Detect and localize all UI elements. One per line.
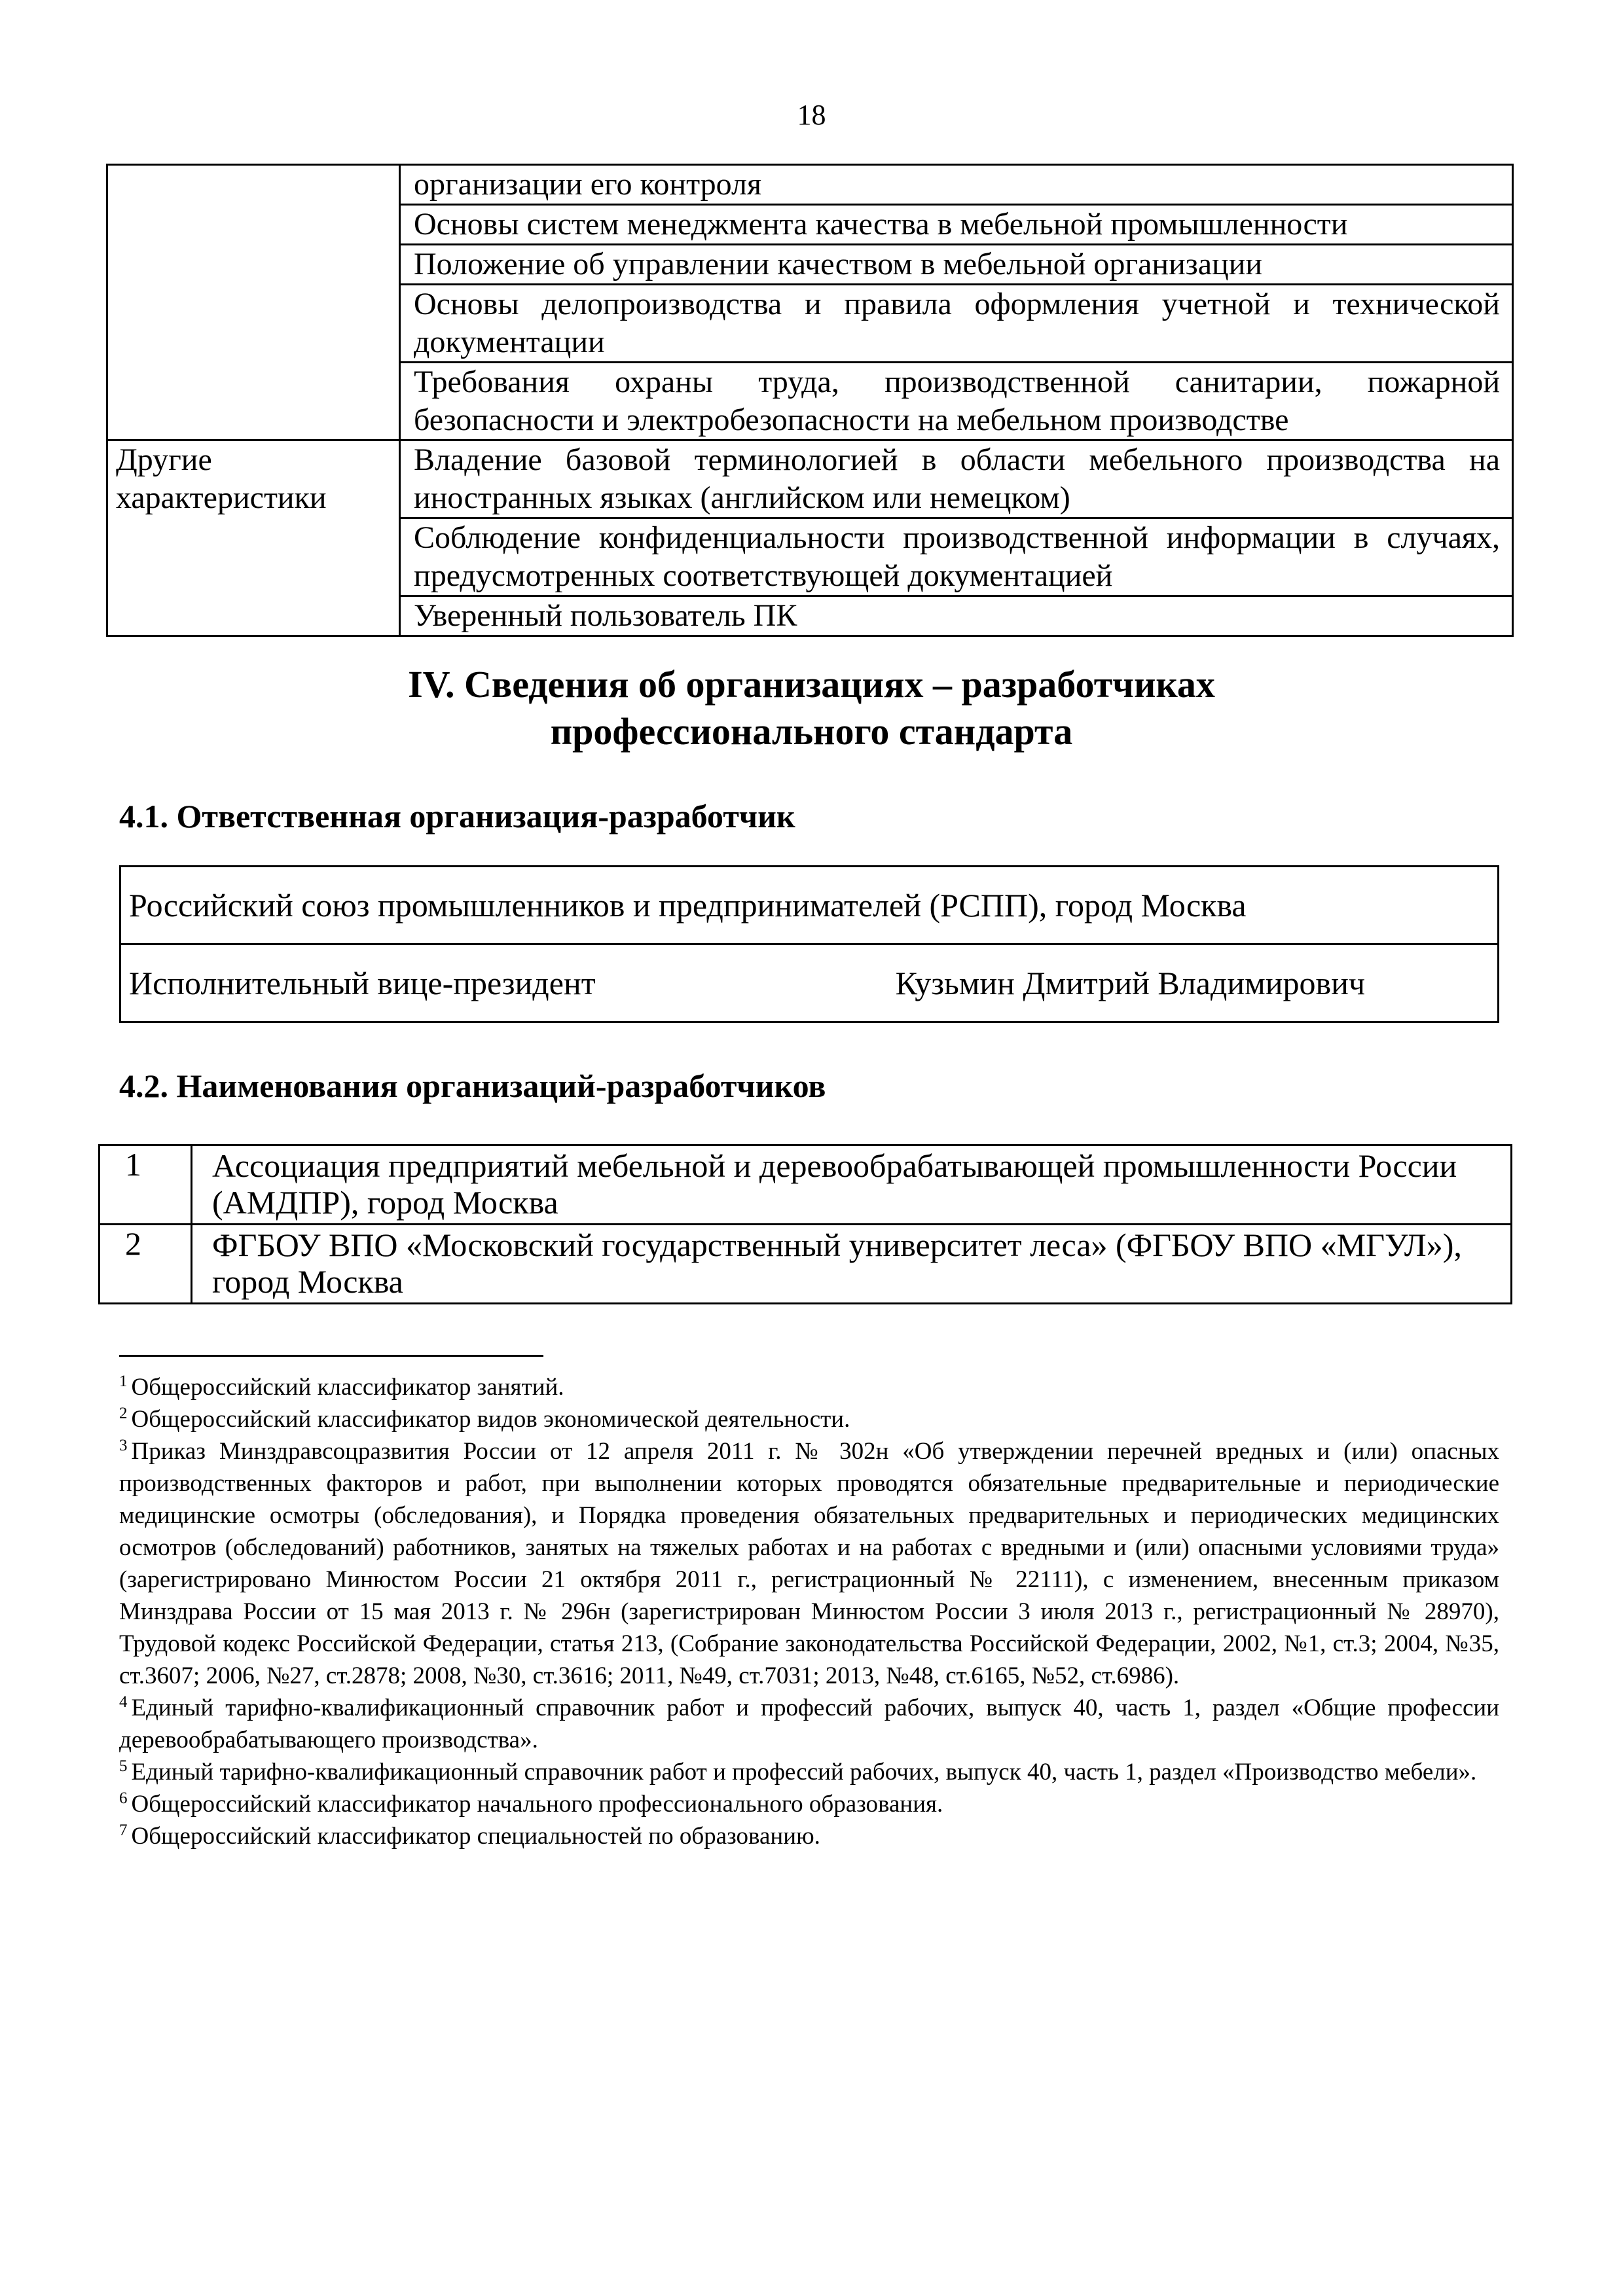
table-cell-value: Соблюдение конфиденциальности производственной информации в случаях, предусмотренных соответствующей документацией: [400, 518, 1513, 596]
table-cell-value: Уверенный пользователь ПК: [400, 596, 1513, 636]
footnote-text: Общероссийский классификатор видов экономической деятельности.: [131, 1406, 850, 1433]
footnote-mark: 5: [119, 1757, 128, 1775]
footnote-mark: 2: [119, 1405, 128, 1422]
footnote-text: Общероссийский классификатор начального профессионального образования.: [131, 1791, 943, 1818]
footnote: [119, 1692, 1499, 1756]
footnote: [119, 1371, 1499, 1403]
table-cell-value: Основы делопроизводства и правила оформления учетной и технической документации: [400, 285, 1513, 363]
section-title-line: профессионального стандарта: [550, 710, 1073, 753]
developers-table: [98, 1144, 1512, 1304]
footnotes: [119, 1371, 1499, 1852]
table-cell-value: Основы систем менеджмента качества в мебельной промышленности: [400, 205, 1513, 245]
footnote-text: Единый тарифно-квалификационный справочник работ и профессий рабочих, выпуск 40, часть 1, раздел «Производство мебели».: [131, 1759, 1477, 1785]
org-head-cell: [120, 944, 1499, 1022]
table-row: [100, 1145, 1512, 1225]
table-cell-value: Требования охраны труда, производственной санитарии, пожарной безопасности и электробезопасности на мебельном производстве: [400, 363, 1513, 440]
table-cell-label: Другие характеристики: [107, 440, 400, 636]
developer-number: 2: [100, 1225, 192, 1304]
org-name-cell: Российский союз промышленников и предпринимателей (РСПП), город Москва: [120, 867, 1499, 944]
developer-number: 1: [100, 1145, 192, 1225]
footnote-separator: [119, 1355, 543, 1357]
developer-name: ФГБОУ ВПО «Московский государственный университет леса» (ФГБОУ ВПО «МГУЛ»), город Москва: [192, 1225, 1512, 1304]
table-row: [120, 944, 1499, 1022]
table-cell-value: Владение базовой терминологией в области мебельного производства на иностранных языках (английском или немецком): [400, 440, 1513, 518]
footnote: [119, 1820, 1499, 1852]
table-cell-value: Положение об управлении качеством в мебельной организации: [400, 245, 1513, 285]
responsible-org-table: [119, 865, 1499, 1023]
footnote-mark: 7: [119, 1821, 128, 1839]
table-cell-value: организации его контроля: [400, 165, 1513, 205]
footnote-mark: 3: [119, 1437, 128, 1454]
footnote: [119, 1788, 1499, 1820]
footnote-text: Общероссийский классификатор занятий.: [131, 1374, 564, 1401]
footnote: [119, 1435, 1499, 1692]
subsection-heading: 4.2. Наименования организаций-разработчиков: [119, 1067, 826, 1104]
table-row: [120, 867, 1499, 944]
footnote-mark: 4: [119, 1693, 128, 1711]
characteristics-table: [106, 164, 1514, 637]
footnote-text: Единый тарифно-квалификационный справочник работ и профессий рабочих, выпуск 40, часть 1, раздел «Общие профессии деревообрабатывающего производства».: [119, 1695, 1499, 1753]
footnote-mark: 6: [119, 1789, 128, 1807]
subsection-heading: 4.1. Ответственная организация-разработчик: [119, 798, 795, 834]
footnote: [119, 1403, 1499, 1435]
footnote-mark: 1: [119, 1372, 128, 1390]
table-row: [107, 440, 1513, 518]
table-row: [107, 165, 1513, 205]
page-number: 18: [797, 99, 826, 131]
section-title: [0, 661, 1623, 755]
developer-name: Ассоциация предприятий мебельной и деревообрабатывающей промышленности России (АМДПР), город Москва: [192, 1145, 1512, 1225]
footnote: [119, 1756, 1499, 1788]
table-cell-label: [107, 165, 400, 440]
table-row: [100, 1225, 1512, 1304]
footnote-text: Общероссийский классификатор специальностей по образованию.: [131, 1823, 820, 1850]
section-title-line: IV. Сведения об организациях – разработчиках: [408, 663, 1215, 706]
footnote-text: Приказ Минздравсоцразвития России от 12 апреля 2011 г. № 302н «Об утверждении перечней вредных и (или) опасных производственных факторов и работ, при выполнении которых проводятся обязательные предварительные и периодические медицинские осмотры (обследования), и Порядка проведения обязательных предварительных и периодических медицинских осмотров (обследований) работников, занятых на тяжелых работах и на работах с вредными и (или) опасными условиями труда» (зарегистрировано Минюстом России 21 октября 2011 г., регистрационный № 22111), с изменением, внесенным приказом Минздрава России от 15 мая 2013 г. № 296н (зарегистрирован Минюстом России 3 июля 2013 г., регистрационный № 28970), Трудовой кодекс Российской Федерации, статья 213, (Собрание законодательства Российской Федерации, 2002, №1, ст.3; 2004, №35, ст.3607; 2006, №27, ст.2878; 2008, №30, ст.3616; 2011, №49, ст.7031; 2013, №48, ст.6165, №52, ст.6986).: [119, 1438, 1499, 1689]
head-position: Исполнительный вице-президент: [129, 965, 596, 1001]
head-person: Кузьмин Дмитрий Владимирович: [895, 965, 1365, 1001]
